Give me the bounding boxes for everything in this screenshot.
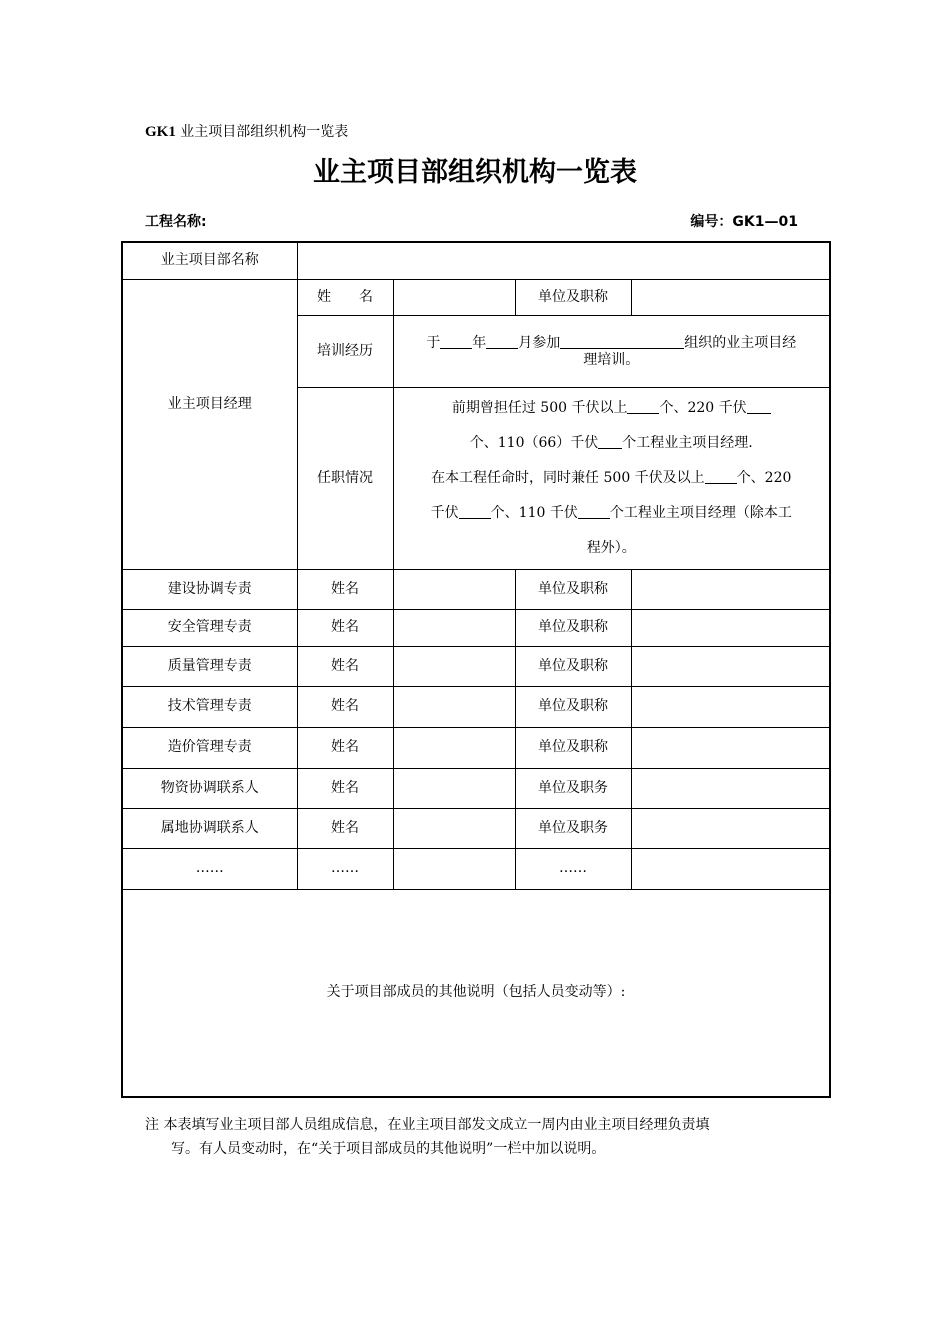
current-500kv-blank[interactable]: [705, 469, 737, 484]
role-label: 建设协调专责: [122, 569, 297, 609]
role-label: 物资协调联系人: [122, 768, 297, 808]
current-220kv-blank[interactable]: [459, 504, 491, 519]
role-label: 属地协调联系人: [122, 808, 297, 848]
page-title: 业主项目部组织机构一览表: [313, 157, 637, 188]
name-label: ……: [297, 848, 393, 889]
manager-label: 业主项目经理: [122, 279, 297, 569]
name-value[interactable]: [393, 609, 515, 646]
training-year-blank[interactable]: [440, 334, 472, 349]
table-row: [122, 768, 830, 808]
training-text-4: 组织的业主项目经: [684, 334, 797, 351]
name-value[interactable]: [393, 808, 515, 848]
unit-value[interactable]: [631, 569, 830, 609]
name-label: 姓名: [297, 686, 393, 727]
prior-500kv-blank[interactable]: [627, 399, 659, 414]
name-label: 姓名: [297, 727, 393, 768]
unit-label: ……: [515, 848, 631, 889]
project-name-label: 工程名称:: [145, 214, 207, 230]
training-label: 培训经历: [297, 315, 393, 387]
unit-value[interactable]: [631, 646, 830, 686]
document-code: GK1: [145, 124, 176, 140]
training-text-1: 于: [426, 334, 441, 351]
position-text-9: 个工程业主项目经理（除本工: [609, 504, 792, 521]
table-row: [122, 727, 830, 768]
name-label: 姓名: [297, 768, 393, 808]
document-label-text: 业主项目部组织机构一览表: [180, 124, 349, 140]
unit-label: 单位及职称: [515, 646, 631, 686]
unit-label: 单位及职务: [515, 768, 631, 808]
unit-value[interactable]: [631, 686, 830, 727]
training-text[interactable]: [393, 315, 830, 387]
table-row: [122, 609, 830, 646]
table-row: [122, 569, 830, 609]
role-label: 安全管理专责: [122, 609, 297, 646]
document-code-label: [145, 121, 348, 141]
position-text-7: 千伏: [430, 504, 459, 521]
training-text-2: 年: [472, 334, 487, 351]
table-row: [122, 808, 830, 848]
table-row: [122, 848, 830, 889]
name-value[interactable]: [393, 768, 515, 808]
unit-label: 单位及职称: [515, 686, 631, 727]
position-text-4: 个工程业主项目经理.: [622, 434, 753, 451]
position-label: 任职情况: [297, 387, 393, 569]
table-row: [122, 686, 830, 727]
unit-value[interactable]: [631, 609, 830, 646]
training-text-3: 月参加: [518, 334, 561, 351]
training-month-blank[interactable]: [486, 334, 518, 349]
name-label: 姓名: [297, 646, 393, 686]
current-110kv-blank[interactable]: [578, 504, 610, 519]
manager-unit-label: 单位及职称: [515, 279, 631, 315]
name-label: 姓名: [297, 808, 393, 848]
training-org-blank[interactable]: [560, 334, 684, 349]
document-number: 编号：GK1—01: [690, 214, 798, 230]
unit-value[interactable]: [631, 848, 830, 889]
unit-value[interactable]: [631, 808, 830, 848]
footnote-line-2: 写。有人员变动时，在“关于项目部成员的其他说明”一栏中加以说明。: [171, 1141, 606, 1157]
footnote: [145, 1113, 835, 1161]
manager-name-label: 姓 名: [297, 279, 393, 315]
position-text-2: 个、220 千伏: [659, 399, 747, 416]
dept-name-label: 业主项目部名称: [122, 242, 297, 279]
prior-110kv-blank[interactable]: [598, 434, 622, 449]
footnote-line-1: 注 本表填写业主项目部人员组成信息，在业主项目部发文成立一周内由业主项目经理负责填: [145, 1117, 710, 1133]
name-label: 姓名: [297, 569, 393, 609]
table-row: [122, 646, 830, 686]
name-label: 姓名: [297, 609, 393, 646]
name-value[interactable]: [393, 848, 515, 889]
position-text-10: 程外）。: [586, 539, 636, 556]
name-value[interactable]: [393, 686, 515, 727]
member-notes-label: 关于项目部成员的其他说明（包括人员变动等）:: [326, 984, 626, 1001]
role-label: 技术管理专责: [122, 686, 297, 727]
unit-label: 单位及职务: [515, 808, 631, 848]
member-notes-area[interactable]: [122, 889, 830, 1097]
manager-unit-value[interactable]: [631, 279, 830, 315]
position-text[interactable]: [393, 387, 830, 569]
training-text-5: 理培训。: [583, 351, 640, 368]
position-text-5: 在本工程任命时，同时兼任 500 千伏及以上: [431, 469, 705, 486]
name-value[interactable]: [393, 569, 515, 609]
unit-label: 单位及职称: [515, 727, 631, 768]
name-value[interactable]: [393, 646, 515, 686]
dept-name-value[interactable]: [297, 242, 830, 279]
position-text-1: 前期曾担任过 500 千伏以上: [451, 399, 628, 416]
manager-name-value[interactable]: [393, 279, 515, 315]
name-value[interactable]: [393, 727, 515, 768]
position-text-3: 个、110（66）千伏: [469, 434, 599, 451]
unit-label: 单位及职称: [515, 569, 631, 609]
prior-220kv-blank[interactable]: [747, 399, 771, 414]
unit-label: 单位及职称: [515, 609, 631, 646]
unit-value[interactable]: [631, 727, 830, 768]
position-text-8: 个、110 千伏: [490, 504, 578, 521]
role-label: ……: [122, 848, 297, 889]
unit-value[interactable]: [631, 768, 830, 808]
organization-table: [121, 241, 831, 1098]
role-label: 质量管理专责: [122, 646, 297, 686]
position-text-6: 个、220: [736, 469, 792, 486]
role-label: 造价管理专责: [122, 727, 297, 768]
